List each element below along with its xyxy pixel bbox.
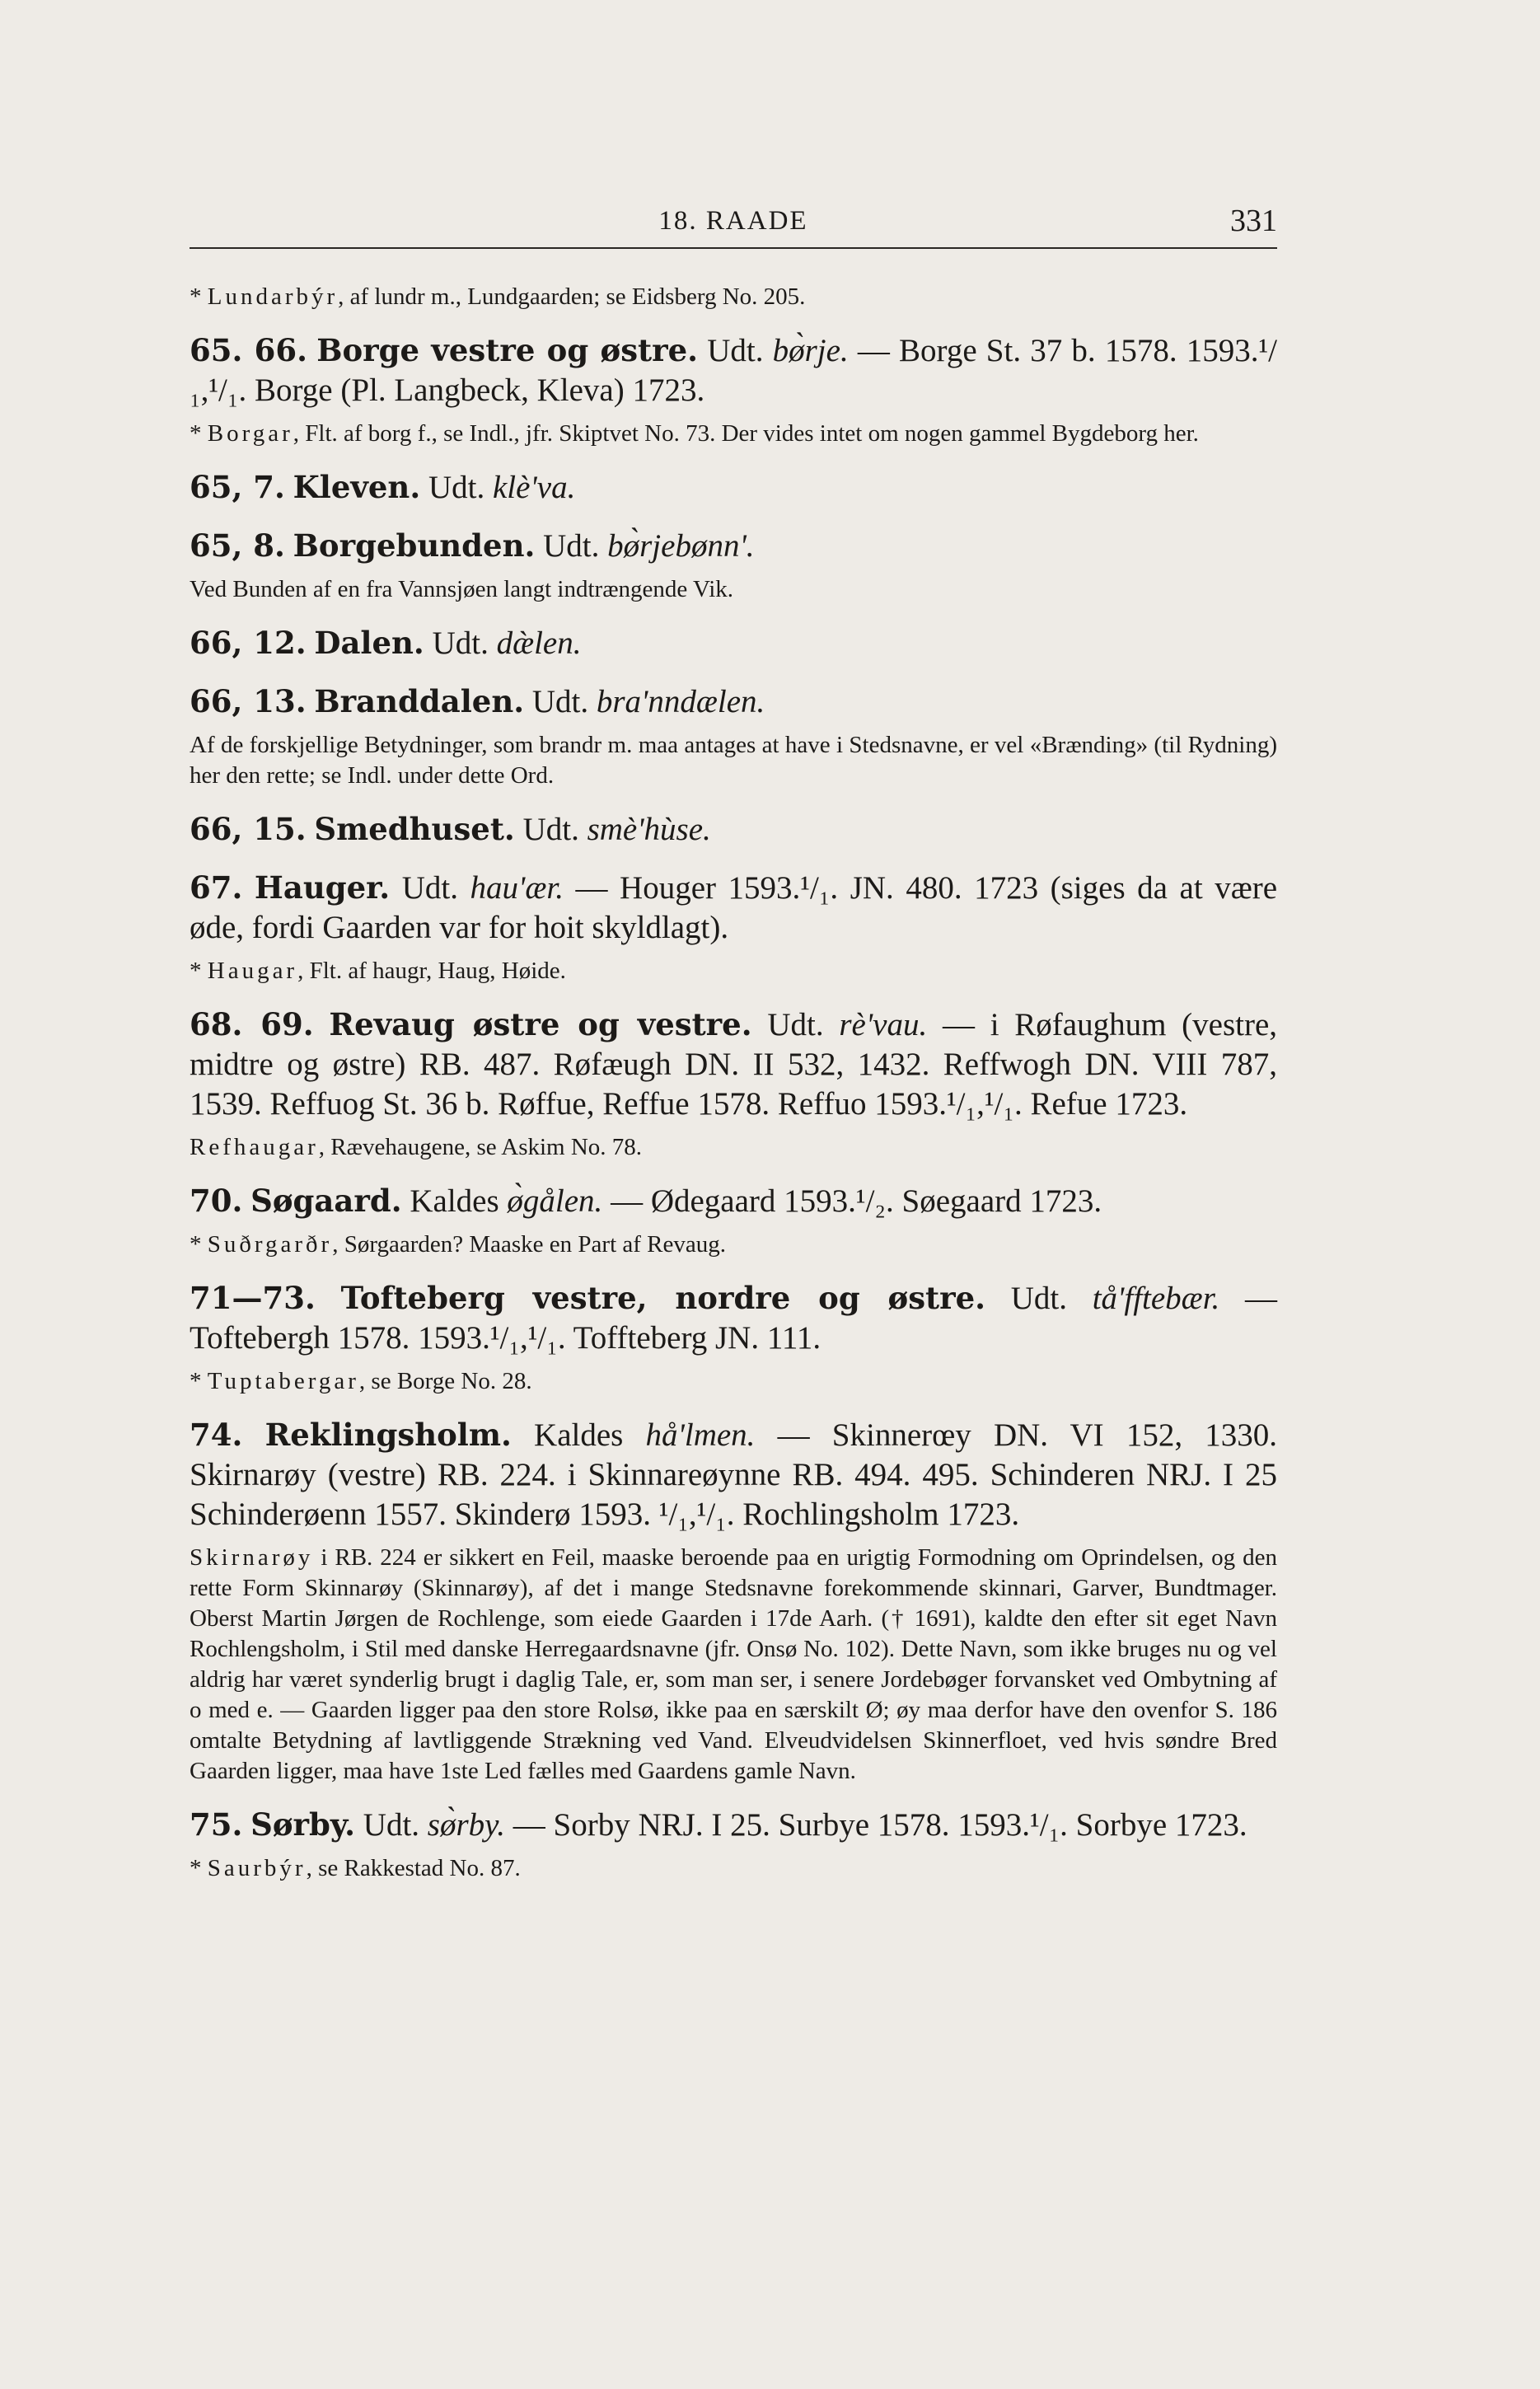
farm-name: Dalen. [314, 625, 424, 661]
farm-name: Søgaard. [250, 1183, 402, 1219]
entry-text: — Toftebergh 1578. 1593.¹/₁,¹/₁. Toffteberg JN. 111. [190, 1281, 1277, 1356]
etymology-note [190, 1230, 1277, 1260]
note-term: Tuptabergar [207, 1368, 359, 1394]
entry-text: — Borge St. 37 b. 1578. 1593.¹/₁,¹/₁. Borge (Pl. Langbeck, Kleva) 1723. [190, 333, 1278, 408]
note-text: Af de forskjellige Betydninger, som brandr m. maa antages at have i Stedsnavne, er vel «Brænding» (til Rydning) her den rette; se Indl. under dette Ord. [190, 732, 1277, 789]
entry-text: — Sorby NRJ. I 25. Surbye 1578. 1593.¹/₁. Sorbye 1723. [505, 1807, 1247, 1843]
pronunciation: sø̀rby. [427, 1807, 506, 1843]
pronunciation: hau'ær. [470, 870, 564, 906]
entry-text: — Ødegaard 1593.¹/₂. Søegaard 1723. [602, 1183, 1102, 1219]
pronunciation-label: Udt. [535, 528, 608, 564]
farm-entry [190, 1278, 1277, 1358]
etymology-note [190, 956, 1277, 986]
note-text: , Sørgaarden? Maaske en Part af Revaug. [332, 1231, 726, 1258]
note-asterisk: * [190, 1855, 208, 1881]
pronunciation-label: Udt. [420, 470, 493, 505]
farm-entry [190, 809, 1277, 850]
farm-name: Tofteberg vestre, nordre og østre. [340, 1280, 986, 1316]
pronunciation: bra'nndælen. [596, 684, 765, 719]
pronunciation: bø̀rje. [772, 333, 849, 368]
farm-number: 67. [190, 869, 243, 906]
pronunciation-label: Udt. [514, 812, 587, 847]
note-asterisk: * [190, 283, 208, 310]
farm-number: 71—73. [190, 1280, 316, 1316]
note-text: i RB. 224 er sikkert en Feil, maaske beroende paa en urigtig Formodning om Oprindelsen, og den rette Form Skinnarøy (Skinnarøy), af det i mange Stedsnavne forekommende skinnari, Garver, Bundtmager. Oberst Martin Jørgen de Rochlenge, som eiede Gaarden i 17de Aarh. († 1691), kaldte den efter sit eget Navn Rochlengsholm, i Stil med danske Herregaardsnavne (jfr. Onsø No. 102). Dette Navn, som ikke bruges nu og vel aldrig har været synderlig brugt i daglig Tale, er, som man ser, i senere Jordebøger forvansket ved Ombytning af o med e. — Gaarden ligger paa den store Rolsø, ikke paa en særskilt Ø; øy maa derfor have den ovenfor S. 186 omtalte Betydning af lavtliggende Strækning ved Vand. Elveudvidelsen Skinnerfloet, ved hvis søndre Bred Gaarden ligger, maa have 1ste Led fælles med Gaardens gamle Navn. [190, 1544, 1277, 1784]
note-asterisk: * [190, 1368, 208, 1394]
pronunciation-label: Udt. [985, 1281, 1093, 1316]
pronunciation: hå'lmen. [645, 1417, 756, 1453]
page-content [190, 198, 1277, 1894]
pronunciation: tå'fftebær. [1092, 1281, 1220, 1316]
etymology-note [190, 1543, 1277, 1787]
note-asterisk: * [190, 420, 208, 447]
entry-text: — i Røfaughum (vestre, midtre og østre) RB. 487. Røfæugh DN. II 532, 1432. Reffwogh DN. VIII 787, 1539. Reffuog St. 36 b. Røffue, Reffue 1578. Reffuo 1593.¹/₁,¹/₁. Refue 1723. [190, 1007, 1278, 1122]
note-term: Refhaugar [190, 1134, 319, 1160]
note-term: Haugar [207, 958, 298, 984]
pronunciation-label: Udt. [751, 1007, 840, 1042]
farm-number: 65. 66. [190, 332, 308, 368]
farm-entry [190, 1415, 1277, 1534]
farm-entry [190, 682, 1277, 722]
farm-name: Kleven. [293, 469, 421, 505]
pronunciation: dæ̀len. [496, 625, 582, 661]
farm-number: 65, 8. [190, 527, 285, 564]
farm-entry [190, 526, 1277, 566]
pronunciation: ø̀gålen. [507, 1183, 603, 1219]
entry-text: — Skinnerœy DN. VI 152, 1330. Skirnarøy (vestre) RB. 224. i Skinnareøynne RB. 494. 495. Schinderen NRJ. I 25 Schinderøenn 1557. Skinderø 1593. ¹/₁,¹/₁. Rochlingsholm 1723. [190, 1417, 1278, 1532]
pronunciation: klè'va. [492, 470, 576, 505]
farm-name: Reklingsholm. [264, 1417, 512, 1453]
etymology-note [190, 419, 1277, 449]
farm-entry [190, 330, 1277, 410]
pronunciation-label: Udt. [524, 684, 597, 719]
note-text: Ved Bunden af en fra Vannsjøen langt indtrængende Vik. [190, 576, 734, 602]
note-asterisk: * [190, 958, 208, 984]
etymology-note [190, 1366, 1277, 1397]
pronunciation: smè'hùse. [587, 812, 711, 847]
entry-text: — Houger 1593.¹/₁. JN. 480. 1723 (siges da at være øde, fordi Gaarden var for hoit skyldlagt). [190, 870, 1278, 945]
farm-name: Smedhuset. [314, 811, 515, 847]
farm-number: 70. [190, 1183, 243, 1219]
pronunciation-label: Kaldes [401, 1183, 508, 1219]
note-text: , Rævehaugene, se Askim No. 78. [318, 1134, 643, 1160]
note-text: , se Borge No. 28. [358, 1368, 532, 1394]
farm-name: Borgebunden. [293, 527, 536, 564]
pronunciation-label: Udt. [698, 333, 773, 368]
farm-entry [190, 1805, 1277, 1845]
farm-number: 65, 7. [190, 469, 285, 505]
farm-entry [190, 1181, 1277, 1221]
note-term: Skirnarøy [190, 1544, 314, 1571]
chapter-title: 18. RAADE [658, 206, 808, 236]
etymology-note [190, 574, 1277, 605]
page-number: 331 [1230, 204, 1277, 238]
note-text: , Flt. af borg f., se Indl., jfr. Skiptvet No. 73. Der vides intet om nogen gammel Bygdeborg her. [293, 420, 1199, 447]
farm-name: Branddalen. [314, 683, 525, 719]
farm-name: Sørby. [250, 1806, 356, 1843]
note-term: Suðrgarðr [207, 1231, 333, 1258]
etymology-note [190, 730, 1277, 791]
pronunciation: bø̀rjebønn'. [607, 528, 755, 564]
note-text: , se Rakkestad No. 87. [306, 1855, 521, 1881]
farm-entry [190, 467, 1277, 508]
etymology-note [190, 282, 1277, 312]
note-text: , Flt. af haugr, Haug, Høide. [297, 958, 566, 984]
pronunciation-label: Udt. [424, 625, 497, 661]
article-body [190, 282, 1277, 1884]
farm-number: 66, 12. [190, 625, 307, 661]
running-header [190, 198, 1277, 249]
note-term: Saurbýr [207, 1855, 307, 1881]
etymology-note [190, 1132, 1277, 1163]
farm-name: Borge vestre og østre. [316, 332, 699, 368]
note-term: Lundarbýr [207, 283, 339, 310]
farm-number: 68. 69. [190, 1006, 314, 1042]
farm-entry [190, 868, 1277, 948]
pronunciation-label: Kaldes [511, 1417, 646, 1453]
note-asterisk: * [190, 1231, 208, 1258]
pronunciation-label: Udt. [390, 870, 470, 906]
farm-entry [190, 623, 1277, 663]
farm-entry [190, 1005, 1277, 1124]
farm-number: 74. [190, 1417, 243, 1453]
farm-name: Hauger. [254, 869, 391, 906]
pronunciation: rè'vau. [839, 1007, 928, 1042]
pronunciation-label: Udt. [355, 1807, 428, 1843]
farm-number: 66, 13. [190, 683, 307, 719]
farm-number: 66, 15. [190, 811, 307, 847]
note-term: Borgar [207, 420, 293, 447]
farm-number: 75. [190, 1806, 243, 1843]
farm-name: Revaug østre og vestre. [329, 1006, 752, 1042]
etymology-note [190, 1853, 1277, 1884]
note-text: , af lundr m., Lundgaarden; se Eidsberg No. 205. [338, 283, 806, 310]
